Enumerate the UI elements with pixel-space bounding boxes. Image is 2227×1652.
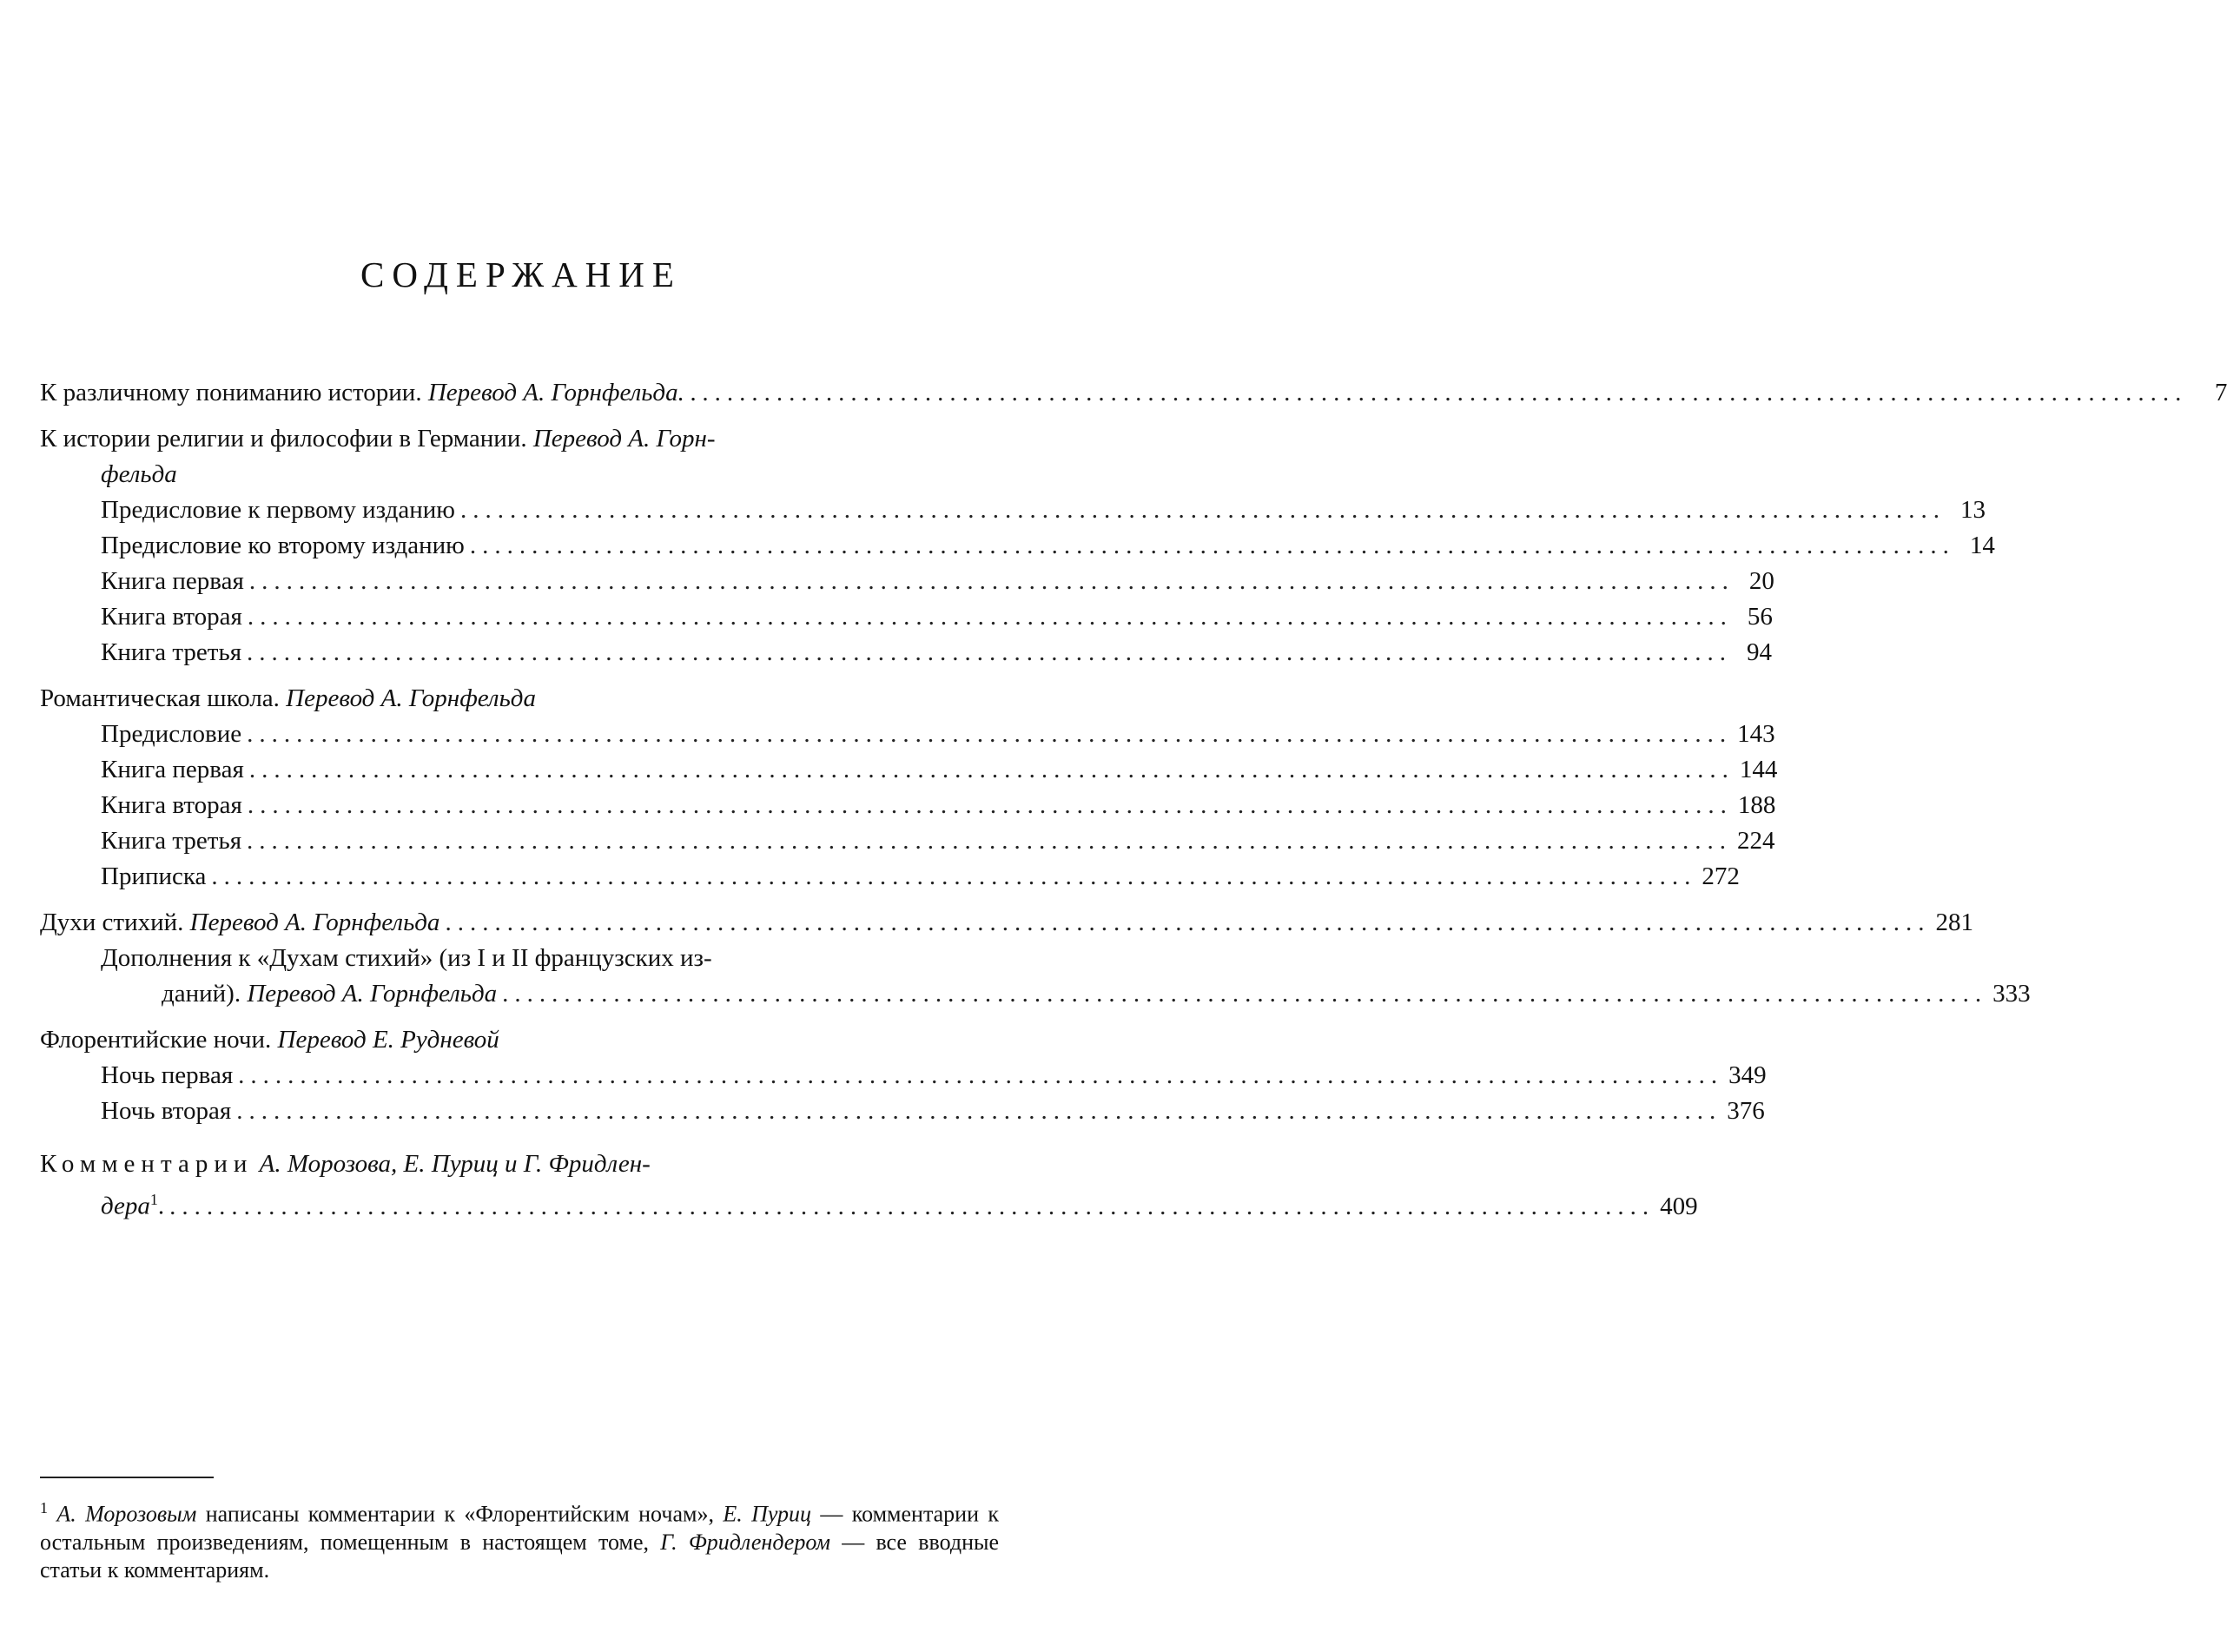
toc-subentry[interactable] (40, 599, 1773, 635)
page-number: 7 (2214, 379, 2227, 406)
page-number: 349 (1728, 1061, 1767, 1089)
toc-entry-label (40, 681, 999, 717)
page-number: 14 (1969, 532, 1995, 559)
footnote-author: Е. Пуриц (723, 1501, 812, 1527)
toc-entry-label (162, 976, 497, 1012)
entry-title: К различному пониманию истории. (40, 379, 428, 406)
page-number: 188 (1737, 791, 1776, 819)
translator: Перевод А. Горнфельда (286, 684, 536, 712)
toc-subentry-label: Книга вторая (101, 603, 242, 631)
page-number: 409 (1660, 1192, 1698, 1220)
authors-continued: дера (101, 1192, 150, 1220)
toc-subentry[interactable] (40, 1058, 1767, 1094)
toc-subentry[interactable] (40, 492, 1986, 528)
page-number: 376 (1727, 1097, 1765, 1125)
footnote (40, 1494, 999, 1584)
toc-sublist (40, 492, 1995, 671)
dot-leader: ........................................................................................................................ (459, 496, 1946, 524)
translator: Перевод А. Горнфельда. . (427, 379, 697, 406)
toc-entry-religion-philosophy (40, 421, 1995, 671)
toc-subentry[interactable] (40, 717, 1775, 752)
page-number: 333 (1992, 980, 2031, 1008)
translator: Перевод Е. Рудневой (277, 1026, 499, 1054)
toc-entry-label (40, 905, 439, 941)
toc-subentry-label: Предисловие ко второму изданию (101, 532, 465, 559)
dot-leader: ........................................................................................................................ (702, 379, 2188, 406)
dot-leader: ........................................................................................................................ (248, 567, 1735, 595)
toc-subentry-label: Ночь первая (101, 1061, 234, 1089)
toc-subentry-label: Книга третья (101, 827, 242, 855)
toc-sublist (40, 717, 1778, 895)
toc-subentry-label: Книга первая (101, 567, 244, 595)
toc-subentry[interactable] (40, 1094, 1765, 1129)
toc-subentry[interactable] (40, 528, 1995, 564)
entry-title: Романтическая школа. (40, 684, 287, 712)
toc-subentry[interactable] (40, 564, 1774, 599)
entry-title: Комментарии (40, 1150, 254, 1178)
toc-subentry[interactable] (40, 788, 1776, 823)
footnote-divider (40, 1477, 214, 1478)
toc-entry-commentary (40, 1146, 1698, 1225)
toc-entry-florentine-nights (40, 1022, 1767, 1129)
toc-subentry-label: Предисловие к первому изданию (101, 496, 455, 524)
toc-line[interactable] (40, 1182, 1698, 1225)
toc-subentry-label: Ночь вторая (101, 1097, 232, 1125)
dot-leader: ........................................................................................................................ (247, 827, 1733, 855)
toc-line[interactable] (40, 905, 1973, 941)
toc-entry-label (40, 375, 697, 411)
toc-subentry-label: Книга третья (101, 638, 242, 666)
footnote-author: Г. Фридлендером (660, 1529, 830, 1555)
entry-title: Флорентийские ночи. (40, 1026, 278, 1054)
toc-subentry[interactable] (40, 823, 1775, 859)
toc-entry-label (40, 421, 999, 457)
toc-subentry-label: Приписка (101, 862, 207, 890)
dot-leader: ........................................................................................................................ (169, 1192, 1655, 1220)
table-of-contents (40, 375, 2227, 1235)
page-number: 144 (1739, 756, 1778, 783)
footnote-mark: 1 (149, 1191, 158, 1208)
translator-continued: фельда (101, 460, 177, 488)
toc-sublist (40, 1058, 1767, 1129)
toc-entry-label (40, 1146, 999, 1182)
page-title: СОДЕРЖАНИЕ (360, 254, 682, 294)
dot-leader: ........................................................................................................................ (502, 980, 1988, 1008)
toc-line[interactable] (40, 976, 2031, 1012)
toc-subentry-label: Предисловие (101, 720, 242, 748)
footnote-text: — комментарии к остальным произведениям, помещенным в настоящем томе, (40, 1501, 999, 1555)
toc-subentry[interactable] (40, 859, 1740, 895)
toc-entry-romantic-school (40, 681, 1778, 895)
translator: Перевод А. Горнфельда (247, 980, 498, 1008)
page-number: 13 (1959, 496, 1986, 524)
footnote-text: — все вводные статьи к комментариям. (40, 1529, 999, 1583)
page-number: 94 (1747, 638, 1773, 666)
entry-title: Духи стихий. (40, 909, 190, 936)
footnote-text: написаны комментарии к «Флорентийским ночам», (196, 1501, 724, 1527)
dot-leader: ........................................................................................................................ (247, 791, 1733, 819)
page-number: 272 (1702, 862, 1740, 890)
footnote-mark: 1 (40, 1499, 48, 1517)
toc-entry-label (40, 1022, 999, 1058)
dot-leader: ........................................................................................................................ (211, 862, 1697, 890)
dot-leader: ........................................................................................................................ (469, 532, 1955, 559)
entry-title: даний). (162, 980, 248, 1008)
translator: Перевод А. Горнфельда (189, 909, 440, 936)
entry-tail: . (157, 1192, 165, 1220)
toc-entry-label (101, 1182, 164, 1225)
dot-leader: ........................................................................................................................ (238, 1061, 1724, 1089)
toc-line[interactable] (40, 375, 2227, 411)
page-number: 20 (1748, 567, 1774, 595)
authors: А. Морозова, Е. Пуриц и Г. Фридлен- (253, 1150, 651, 1178)
page-number: 56 (1747, 603, 1773, 631)
toc-subentry-label: Дополнения к «Духам стихий» (из I и II французских из- (101, 944, 712, 972)
toc-entry-history (40, 375, 2227, 411)
page-number: 224 (1737, 827, 1775, 855)
page-number: 143 (1737, 720, 1775, 748)
toc-subentry[interactable] (40, 752, 1778, 788)
toc-subentry-label: Книга вторая (101, 791, 242, 819)
toc-subentry-label: Книга первая (101, 756, 244, 783)
dot-leader: ........................................................................................................................ (236, 1097, 1722, 1125)
dot-leader: ........................................................................................................................ (248, 756, 1735, 783)
footnote-author: А. Морозовым (48, 1501, 197, 1527)
dot-leader: ........................................................................................................................ (445, 909, 1931, 936)
toc-entry-elemental-spirits (40, 905, 2031, 1012)
page-number: 281 (1935, 909, 1973, 936)
dot-leader: ........................................................................................................................ (247, 603, 1733, 631)
dot-leader: ........................................................................................................................ (247, 638, 1733, 666)
dot-leader: ........................................................................................................................ (247, 720, 1733, 748)
entry-title: К истории религии и философии в Германии. (40, 425, 533, 453)
translator: Перевод А. Горн- (532, 425, 716, 453)
toc-subentry[interactable] (40, 635, 1773, 671)
